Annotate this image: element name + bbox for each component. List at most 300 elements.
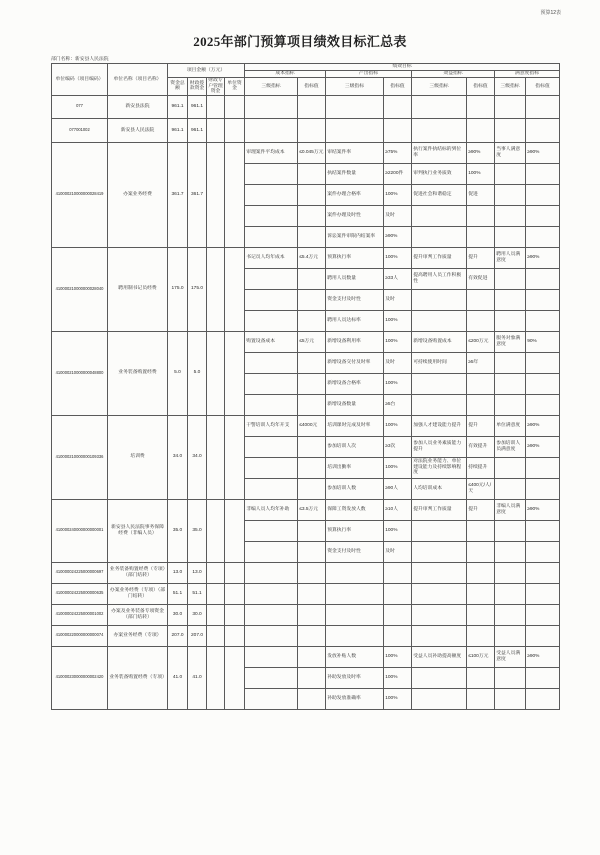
output-indicator-value: 及时: [384, 352, 412, 373]
output-indicator-value: 100%: [384, 415, 412, 436]
empty-cell: [412, 667, 467, 688]
fiscal-amount: 51.1: [188, 583, 207, 604]
empty-cell: [298, 562, 326, 583]
project-name: 办案业务经费（专项）: [108, 625, 168, 646]
fiscal-amount: 34.0: [188, 415, 207, 499]
empty-cell: [467, 95, 495, 119]
header-cost: 成本指标: [245, 71, 326, 78]
total-amount: 207.0: [168, 625, 188, 646]
benefit-indicator: 人均培训成本: [412, 478, 467, 499]
benefit-indicator: 受益人员补助提高额度: [412, 646, 467, 667]
output-indicator: 诉讼案件审限内结案率: [326, 226, 384, 247]
cost-indicator: 非编人员人均年补助: [245, 499, 298, 520]
unit-funds-amount: [225, 604, 245, 625]
benefit-indicator: 对法院业务能力、单位建设能力及持续影响程度: [412, 457, 467, 478]
fiscal-amount: 207.0: [188, 625, 207, 646]
output-indicator-value: 100%: [384, 520, 412, 541]
empty-cell: [298, 667, 326, 688]
empty-cell: [298, 583, 326, 604]
cost-indicator-value: ≤4000元: [298, 415, 326, 436]
empty-cell: [495, 541, 526, 562]
empty-cell: [298, 184, 326, 205]
header-unit-funds: 单位资金: [225, 78, 245, 96]
output-indicator-value: ≥90人: [384, 478, 412, 499]
empty-cell: [245, 625, 298, 646]
output-indicator: 新增设备数量: [326, 394, 384, 415]
header-target-group: 绩效目标: [245, 64, 560, 71]
empty-cell: [495, 184, 526, 205]
benefit-indicator-value: 有效促进: [467, 268, 495, 289]
empty-cell: [245, 352, 298, 373]
empty-cell: [526, 478, 560, 499]
cost-indicator-value: ≤0.045万元: [298, 142, 326, 163]
benefit-indicator: 加强人才建设能力提升: [412, 415, 467, 436]
satisfaction-indicator-value: ≥90%: [526, 499, 560, 520]
satisfaction-indicator: 服务对象满意度: [495, 331, 526, 352]
empty-cell: [412, 226, 467, 247]
empty-cell: [526, 184, 560, 205]
empty-cell: [245, 95, 298, 119]
benefit-indicator-value: 持续提升: [467, 457, 495, 478]
satisfaction-indicator-value: ≥90%: [526, 247, 560, 268]
empty-cell: [298, 310, 326, 331]
empty-cell: [495, 604, 526, 625]
benefit-indicator-value: 提升: [467, 499, 495, 520]
output-indicator-value: ≥90%: [384, 226, 412, 247]
satisfaction-indicator: 参加培训人员满意度: [495, 436, 526, 457]
empty-cell: [298, 373, 326, 394]
benefit-indicator-value: 促进: [467, 184, 495, 205]
special-account-amount: [207, 646, 225, 709]
fiscal-amount: 35.0: [188, 499, 207, 562]
header-satisfaction-value: 指标值: [526, 78, 560, 96]
empty-cell: [412, 95, 467, 119]
header-satisfaction: 满意度指标: [495, 71, 560, 78]
special-account-amount: [207, 625, 225, 646]
satisfaction-indicator: 单位满意度: [495, 415, 526, 436]
header-cost-level3: 三级指标: [245, 78, 298, 96]
project-name: 新安县人民法院事务保障经费（非编人员）: [108, 499, 168, 562]
empty-cell: [298, 520, 326, 541]
empty-cell: [384, 583, 412, 604]
benefit-indicator: 新增设备购置成本: [412, 331, 467, 352]
unit-funds-amount: [225, 95, 245, 119]
output-indicator-value: ≥3次: [384, 436, 412, 457]
empty-cell: [526, 268, 560, 289]
satisfaction-indicator-value: 90%: [526, 331, 560, 352]
project-name: 办案及业务装备专项资金（部门结转）: [108, 604, 168, 625]
table-row: [52, 562, 560, 583]
empty-cell: [526, 289, 560, 310]
output-indicator: 案件办理及时性: [326, 205, 384, 226]
empty-cell: [495, 205, 526, 226]
benefit-indicator-value: ≤200万元: [467, 331, 495, 352]
unit-funds-amount: [225, 415, 245, 499]
project-name: 培训费: [108, 415, 168, 499]
header-special-account: 财政专户管理资金: [208, 78, 223, 95]
page-title: 2025年部门预算项目绩效目标汇总表: [193, 34, 407, 49]
output-indicator-value: ≥33人: [384, 268, 412, 289]
project-code: 410000210000000048800: [52, 331, 108, 415]
empty-cell: [495, 310, 526, 331]
empty-cell: [526, 457, 560, 478]
project-code: 410000240000000000001: [52, 499, 108, 562]
empty-cell: [495, 625, 526, 646]
header-unit-name: 单位名称（项目名称）: [108, 64, 168, 96]
unit-funds-amount: [225, 625, 245, 646]
empty-cell: [467, 226, 495, 247]
output-indicator: 新增设备交付及时率: [326, 352, 384, 373]
table-row: [52, 142, 560, 163]
output-indicator: 审结案件率: [326, 142, 384, 163]
unit-funds-amount: [225, 247, 245, 331]
table-row: [52, 247, 560, 268]
output-indicator-value: 100%: [384, 667, 412, 688]
empty-cell: [298, 457, 326, 478]
empty-cell: [495, 119, 526, 143]
output-indicator: 案件办理合格率: [326, 184, 384, 205]
empty-cell: [245, 226, 298, 247]
fiscal-amount: 30.0: [188, 604, 207, 625]
satisfaction-indicator-value: ≥90%: [526, 142, 560, 163]
empty-cell: [298, 541, 326, 562]
satisfaction-indicator: 非编人员满意度: [495, 499, 526, 520]
output-indicator: 聘用人员数量: [326, 268, 384, 289]
special-account-amount: [207, 604, 225, 625]
empty-cell: [245, 436, 298, 457]
output-indicator: 预算执行率: [326, 520, 384, 541]
total-amount: 361.7: [168, 142, 188, 247]
empty-cell: [245, 163, 298, 184]
empty-cell: [245, 457, 298, 478]
fiscal-amount: 175.0: [188, 247, 207, 331]
empty-cell: [467, 583, 495, 604]
total-amount: 41.0: [168, 646, 188, 709]
fiscal-amount: 41.0: [188, 646, 207, 709]
output-indicator: 预算执行率: [326, 247, 384, 268]
empty-cell: [526, 583, 560, 604]
output-indicator: 新增设备利用率: [326, 331, 384, 352]
total-amount: 30.0: [168, 604, 188, 625]
project-name: 新安县法院: [108, 95, 168, 119]
output-indicator-value: 及时: [384, 205, 412, 226]
empty-cell: [526, 562, 560, 583]
empty-cell: [526, 205, 560, 226]
empty-cell: [326, 604, 384, 625]
empty-cell: [467, 604, 495, 625]
header-output-value: 指标值: [384, 78, 412, 96]
empty-cell: [245, 205, 298, 226]
output-indicator-value: 100%: [384, 310, 412, 331]
output-indicator: 培训课时完成及时率: [326, 415, 384, 436]
empty-cell: [245, 604, 298, 625]
unit-funds-amount: [225, 142, 245, 247]
unit-funds-amount: [225, 583, 245, 604]
table-row: [52, 415, 560, 436]
empty-cell: [526, 310, 560, 331]
project-code: 410000024225000000697: [52, 562, 108, 583]
project-name: 聘用制书记员经费: [108, 247, 168, 331]
table-row: [52, 646, 560, 667]
output-indicator: 培训出勤率: [326, 457, 384, 478]
empty-cell: [526, 373, 560, 394]
cost-indicator-value: ≤5万元: [298, 331, 326, 352]
project-name: 业务装备购置经费（专项）（部门结转）: [108, 562, 168, 583]
satisfaction-indicator-value: ≥90%: [526, 436, 560, 457]
empty-cell: [467, 541, 495, 562]
output-indicator-value: 100%: [384, 373, 412, 394]
project-code: 410000210000000028419: [52, 142, 108, 247]
empty-cell: [412, 119, 467, 143]
empty-cell: [326, 95, 384, 119]
empty-cell: [526, 604, 560, 625]
empty-cell: [298, 226, 326, 247]
special-account-amount: [207, 247, 225, 331]
empty-cell: [384, 625, 412, 646]
empty-cell: [467, 119, 495, 143]
total-amount: 51.1: [168, 583, 188, 604]
output-indicator: 发放补贴人数: [326, 646, 384, 667]
benefit-indicator: 执行案件执结标的到位率: [412, 142, 467, 163]
special-account-amount: [207, 415, 225, 499]
empty-cell: [412, 394, 467, 415]
sheet-number: 预算12表: [540, 10, 561, 16]
total-amount: 13.0: [168, 562, 188, 583]
empty-cell: [467, 394, 495, 415]
table-row: [52, 604, 560, 625]
empty-cell: [298, 268, 326, 289]
empty-cell: [384, 119, 412, 143]
empty-cell: [526, 95, 560, 119]
empty-cell: [245, 373, 298, 394]
empty-cell: [326, 583, 384, 604]
output-indicator: 参加培训人数: [326, 478, 384, 499]
total-amount: 175.0: [168, 247, 188, 331]
header-fiscal: 财政拨款资金: [188, 78, 207, 96]
cost-indicator: 购置设备成本: [245, 331, 298, 352]
total-amount: 5.0: [168, 331, 188, 415]
empty-cell: [245, 394, 298, 415]
header-benefit: 效益指标: [412, 71, 495, 78]
output-indicator: 保障工资发放人数: [326, 499, 384, 520]
empty-cell: [412, 688, 467, 709]
benefit-indicator-value: ≥5年: [467, 352, 495, 373]
empty-cell: [412, 604, 467, 625]
empty-cell: [467, 289, 495, 310]
empty-cell: [412, 289, 467, 310]
total-amount: 961.1: [168, 119, 188, 143]
empty-cell: [526, 352, 560, 373]
output-indicator-value: ≥75%: [384, 142, 412, 163]
output-indicator: 补助发放及时率: [326, 667, 384, 688]
empty-cell: [467, 373, 495, 394]
header-cost-value: 指标值: [298, 78, 326, 96]
empty-cell: [495, 163, 526, 184]
header-unit-code: 单位编码（项目编码）: [52, 64, 108, 96]
empty-cell: [412, 625, 467, 646]
empty-cell: [245, 541, 298, 562]
empty-cell: [495, 95, 526, 119]
header-benefit-value: 指标值: [467, 78, 495, 96]
empty-cell: [495, 583, 526, 604]
satisfaction-indicator: 聘用人员满意度: [495, 247, 526, 268]
output-indicator-value: 100%: [384, 331, 412, 352]
project-code: 410000024225000001002: [52, 604, 108, 625]
empty-cell: [526, 688, 560, 709]
empty-cell: [326, 119, 384, 143]
empty-cell: [495, 457, 526, 478]
empty-cell: [526, 394, 560, 415]
project-name: 办案业务经费（专项）（部门结转）: [108, 583, 168, 604]
empty-cell: [298, 352, 326, 373]
unit-funds-amount: [225, 646, 245, 709]
empty-cell: [384, 604, 412, 625]
project-name: 办案业务经费: [108, 142, 168, 247]
empty-cell: [495, 352, 526, 373]
header-output-level3: 三级指标: [326, 78, 384, 96]
empty-cell: [526, 541, 560, 562]
project-code: 077: [52, 95, 108, 119]
empty-cell: [326, 562, 384, 583]
empty-cell: [467, 310, 495, 331]
total-amount: 35.0: [168, 499, 188, 562]
output-indicator-value: ≥2200件: [384, 163, 412, 184]
special-account-amount: [207, 583, 225, 604]
empty-cell: [245, 289, 298, 310]
empty-cell: [298, 394, 326, 415]
benefit-indicator: 可持续使用时间: [412, 352, 467, 373]
empty-cell: [384, 95, 412, 119]
project-code: 410000024225000000635: [52, 583, 108, 604]
project-name: 新安县人民法院: [108, 119, 168, 143]
empty-cell: [298, 604, 326, 625]
empty-cell: [412, 583, 467, 604]
project-name: 业务装备购置经费: [108, 331, 168, 415]
empty-cell: [412, 541, 467, 562]
empty-cell: [298, 119, 326, 143]
total-amount: 34.0: [168, 415, 188, 499]
empty-cell: [245, 184, 298, 205]
benefit-indicator-value: ≤400元/人/天: [467, 478, 495, 499]
header-satisfaction-level3: 三级指标: [495, 78, 526, 96]
empty-cell: [245, 478, 298, 499]
benefit-indicator-value: ≥90%: [467, 142, 495, 163]
empty-cell: [467, 688, 495, 709]
cost-indicator-value: ≤3.5万元: [298, 499, 326, 520]
benefit-indicator-value: 100%: [467, 163, 495, 184]
benefit-indicator-value: 提升: [467, 415, 495, 436]
empty-cell: [495, 667, 526, 688]
special-account-amount: [207, 331, 225, 415]
output-indicator: 参加培训人次: [326, 436, 384, 457]
unit-funds-amount: [225, 562, 245, 583]
empty-cell: [298, 478, 326, 499]
satisfaction-indicator-value: ≥90%: [526, 646, 560, 667]
empty-cell: [412, 310, 467, 331]
empty-cell: [245, 520, 298, 541]
empty-cell: [298, 625, 326, 646]
output-indicator-value: 及时: [384, 541, 412, 562]
fiscal-amount: 5.0: [188, 331, 207, 415]
cost-indicator-value: ≤5.4万元: [298, 247, 326, 268]
cost-indicator: 干警培训人均年开支: [245, 415, 298, 436]
satisfaction-indicator: 受益人员满意度: [495, 646, 526, 667]
empty-cell: [298, 95, 326, 119]
benefit-indicator: 提升审判工作质量: [412, 499, 467, 520]
project-code: 410000210000000028040: [52, 247, 108, 331]
empty-cell: [412, 562, 467, 583]
cost-indicator: 审理案件平均成本: [245, 142, 298, 163]
empty-cell: [298, 436, 326, 457]
empty-cell: [298, 688, 326, 709]
project-name: 业务装备购置经费（专项）: [108, 646, 168, 709]
empty-cell: [495, 562, 526, 583]
project-code: 410000210000000109336: [52, 415, 108, 499]
empty-cell: [495, 226, 526, 247]
total-amount: 961.1: [168, 95, 188, 119]
output-indicator-value: ≥5台: [384, 394, 412, 415]
empty-cell: [526, 119, 560, 143]
empty-cell: [495, 688, 526, 709]
project-code: 077001002: [52, 119, 108, 143]
special-account-amount: [207, 499, 225, 562]
output-indicator-value: 100%: [384, 688, 412, 709]
empty-cell: [245, 119, 298, 143]
empty-cell: [245, 268, 298, 289]
empty-cell: [298, 646, 326, 667]
empty-cell: [245, 562, 298, 583]
output-indicator-value: 100%: [384, 247, 412, 268]
empty-cell: [526, 520, 560, 541]
empty-cell: [495, 268, 526, 289]
empty-cell: [245, 667, 298, 688]
header-amount-group: 项目金额（万元）: [168, 64, 245, 78]
benefit-indicator: 提高聘用人员工作积极性: [412, 268, 467, 289]
empty-cell: [526, 625, 560, 646]
header-total: 资金总额: [168, 78, 188, 96]
empty-cell: [384, 562, 412, 583]
table-header: [52, 64, 560, 96]
satisfaction-indicator: 当事人满意度: [495, 142, 526, 163]
empty-cell: [245, 646, 298, 667]
header-output: 产出指标: [326, 71, 412, 78]
empty-cell: [245, 583, 298, 604]
satisfaction-indicator-value: ≥90%: [526, 415, 560, 436]
fiscal-amount: 361.7: [188, 142, 207, 247]
performance-target-table: [51, 63, 560, 710]
empty-cell: [526, 226, 560, 247]
output-indicator-value: 100%: [384, 457, 412, 478]
empty-cell: [467, 667, 495, 688]
empty-cell: [495, 478, 526, 499]
cost-indicator: 书记员人均年成本: [245, 247, 298, 268]
empty-cell: [412, 520, 467, 541]
special-account-amount: [207, 142, 225, 247]
empty-cell: [245, 310, 298, 331]
output-indicator: 资金支付及时性: [326, 289, 384, 310]
benefit-indicator: 参加人员业务素质能力提升: [412, 436, 467, 457]
unit-funds-amount: [225, 119, 245, 143]
empty-cell: [412, 373, 467, 394]
output-indicator-value: 100%: [384, 184, 412, 205]
benefit-indicator: 审判执行业务质效: [412, 163, 467, 184]
special-account-amount: [207, 562, 225, 583]
benefit-indicator: 提升审判工作质量: [412, 247, 467, 268]
project-code: 410000230000000002420: [52, 646, 108, 709]
empty-cell: [298, 163, 326, 184]
benefit-indicator-value: ≤100万元: [467, 646, 495, 667]
fiscal-amount: 13.0: [188, 562, 207, 583]
